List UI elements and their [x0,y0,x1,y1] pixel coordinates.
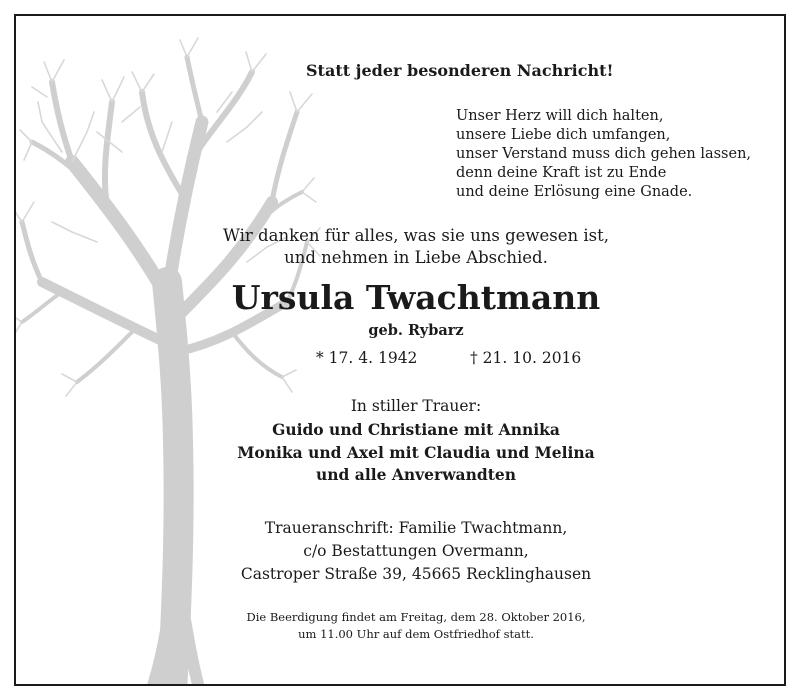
maiden-name: geb. Rybarz [368,322,464,339]
thanks-line: und nehmen in Liebe Abschied. [284,248,548,267]
poem-line: unsere Liebe dich umfangen, [456,127,671,143]
poem-line: unser Verstand muss dich gehen lassen, [456,146,752,162]
header-line: Statt jeder besonderen Nachricht! [306,61,614,80]
mourner-line: Monika und Axel mit Claudia und Melina [237,443,595,462]
birth-date: * 17. 4. 1942 [316,349,418,367]
thanks-line: Wir danken für alles, was sie uns gewesen ist, [222,226,610,245]
death-date: † 21. 10. 2016 [470,349,582,367]
funeral-line: um 11.00 Uhr auf dem Ostfriedhof statt. [298,627,534,641]
address-line: c/o Bestattungen Overmann, [303,542,529,560]
obituary-frame [14,14,786,686]
address-line: Traueranschrift: Familie Twachtmann, [264,519,568,537]
mourner-line: und alle Anverwandten [316,465,516,484]
poem-line: Unser Herz will dich halten, [456,108,664,124]
mourning-label: In stiller Trauer: [350,397,482,415]
poem-line: und deine Erlösung eine Gnade. [456,184,693,200]
poem-line: denn deine Kraft ist zu Ende [456,165,667,181]
mourner-line: Guido und Christiane mit Annika [272,420,560,439]
funeral-line: Die Beerdigung findet am Freitag, dem 28. Oktober 2016, [246,610,586,624]
address-line: Castroper Straße 39, 45665 Recklinghausen [240,565,592,583]
deceased-name: Ursula Twachtmann [231,278,601,317]
